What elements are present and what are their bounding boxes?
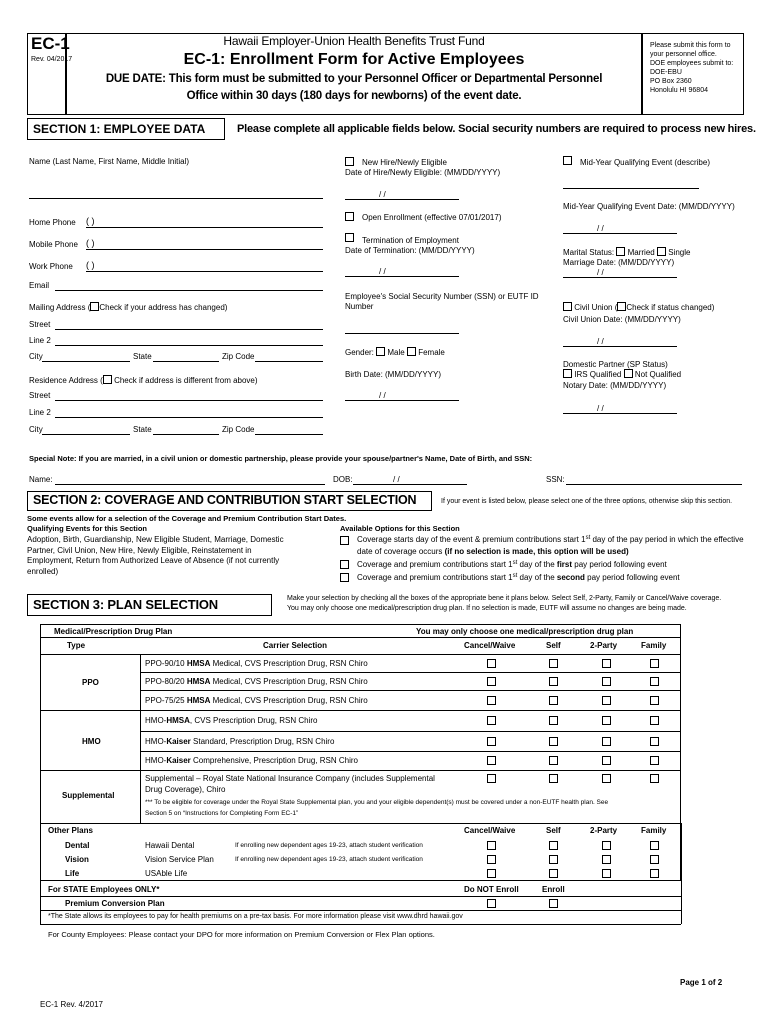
mailing-city-field[interactable] bbox=[42, 361, 130, 362]
qualifying-events-line: Employment, Return from Authorized Leave of Absence (if not currently bbox=[27, 556, 280, 565]
dental-carrier: Hawaii Dental bbox=[145, 841, 195, 850]
plan-ppo-8020-self-checkbox[interactable] bbox=[549, 677, 558, 686]
submit-info-line: DOE-EBU bbox=[650, 69, 682, 76]
residence-different-checkbox[interactable] bbox=[103, 375, 112, 384]
option2-text bbox=[357, 560, 667, 569]
plan-hmo-kaiser-comprehensive-family-checkbox[interactable] bbox=[650, 756, 659, 765]
col-cancel-waive: Cancel/Waive bbox=[464, 641, 516, 650]
plan-ppo-8020-b: HMSA bbox=[186, 677, 211, 686]
available-options-heading: Available Options for this Section bbox=[340, 524, 460, 533]
col-carrier: Carrier Selection bbox=[263, 641, 328, 650]
hire-date-field[interactable] bbox=[345, 199, 459, 200]
section3-note2: You may only choose one medical/prescription drug plan. If no selection is made, EUTF will assume no changes are being made. bbox=[287, 605, 687, 612]
other-col-cancel-waive: Cancel/Waive bbox=[464, 826, 516, 835]
plan-ppo-9010-cancel-waive-checkbox[interactable] bbox=[487, 659, 496, 668]
table-rule bbox=[140, 672, 681, 673]
plan-ppo-8020-2-party-checkbox[interactable] bbox=[602, 677, 611, 686]
marriage-date-field[interactable] bbox=[563, 277, 677, 278]
not-qualified-checkbox[interactable] bbox=[624, 369, 633, 378]
section2-intro: Some events allow for a selection of the Coverage and Premium Contribution Start Dates. bbox=[27, 514, 347, 523]
other-life-2-party-checkbox[interactable] bbox=[602, 869, 611, 878]
civil-status-changed-checkbox[interactable] bbox=[617, 302, 626, 311]
option1-text-d: (if no selection is made, this option will be used) bbox=[444, 547, 629, 556]
plan-hmo-kaiser-standard-2-party-checkbox[interactable] bbox=[602, 737, 611, 746]
civil-check-text: Check if status changed) bbox=[626, 303, 715, 312]
mailing-address-check-text: Check if your address has changed) bbox=[99, 303, 228, 312]
other-vision-cancel-waive-checkbox[interactable] bbox=[487, 855, 496, 864]
plan-hmo-kaiser-standard-self-checkbox[interactable] bbox=[549, 737, 558, 746]
work-phone-paren: ( ) bbox=[86, 260, 95, 270]
mailing-city-label: City bbox=[29, 352, 43, 361]
vision-type: Vision bbox=[65, 855, 89, 864]
table-rule bbox=[40, 710, 681, 711]
plan-hmo-hmsa-cancel-waive-checkbox[interactable] bbox=[487, 716, 496, 725]
spouse-dob-label: DOB: bbox=[333, 475, 353, 484]
midyear-checkbox[interactable] bbox=[563, 156, 572, 165]
termination-date-field[interactable] bbox=[345, 276, 459, 277]
submit-info-line: your personnel office. bbox=[650, 51, 717, 58]
irs-qualified-checkbox[interactable] bbox=[563, 369, 572, 378]
option3-text-a: Coverage and premium contributions start 1 bbox=[357, 573, 513, 582]
plan-ppo-8020-cancel-waive-checkbox[interactable] bbox=[487, 677, 496, 686]
option2-text-c: first bbox=[556, 560, 573, 569]
email-field[interactable] bbox=[55, 290, 323, 291]
other-life-family-checkbox[interactable] bbox=[650, 869, 659, 878]
single-label: Single bbox=[668, 248, 691, 257]
plan-ppo-9010-a: PPO-90/10 bbox=[145, 659, 187, 668]
vision-verification-note: If enrolling new dependent ages 19-23, attach student verification bbox=[235, 856, 423, 863]
plan-ppo-7525-cancel-waive-checkbox[interactable] bbox=[487, 696, 496, 705]
spouse-ssn-label: SSN: bbox=[546, 475, 565, 484]
irs-qualified-label: IRS Qualified bbox=[574, 370, 622, 379]
plan-ppo-9010-self-checkbox[interactable] bbox=[549, 659, 558, 668]
section2-title: SECTION 2: COVERAGE AND CONTRIBUTION START SELECTION bbox=[33, 493, 417, 507]
gender-row bbox=[345, 347, 445, 357]
civil-union-date-label: Civil Union Date: (MM/DD/YYYY) bbox=[563, 315, 681, 324]
footer-revision: EC-1 Rev. 4/2017 bbox=[40, 1000, 103, 1009]
other-plans-heading: Other Plans bbox=[48, 826, 93, 835]
plan-ppo-9010-c: Medical, CVS Prescription Drug, RSN Chiro bbox=[210, 659, 368, 668]
premium-conversion-label: Premium Conversion Plan bbox=[65, 899, 165, 908]
plan-supplemental-2-party-checkbox[interactable] bbox=[602, 774, 611, 783]
plan-hmo-hmsa-c: , CVS Prescription Drug, RSN Chiro bbox=[189, 716, 318, 725]
plan-hmo-kaiser-standard-cancel-waive-checkbox[interactable] bbox=[487, 737, 496, 746]
special-note: Special Note: If you are married, in a civil union or domestic partnership, please provide your spouse/partner's Name, Date of Birth, and SSN: bbox=[29, 454, 533, 463]
ssn-field[interactable] bbox=[345, 333, 459, 334]
plan-hmo-kaiser-standard-family-checkbox[interactable] bbox=[650, 737, 659, 746]
residence-street-label: Street bbox=[29, 391, 51, 400]
col-2-party: 2-Party bbox=[590, 641, 618, 650]
residence-zip-label: Zip Code bbox=[222, 425, 255, 434]
plan-ppo-8020-a: PPO-80/20 bbox=[145, 677, 187, 686]
page-number: Page 1 of 2 bbox=[680, 978, 723, 987]
civil-union-label: Civil Union ( bbox=[574, 303, 618, 312]
married-checkbox[interactable] bbox=[616, 247, 625, 256]
supplemental-note-line2: Section 5 on “Instructions for Completing Form EC-1” bbox=[145, 810, 299, 817]
spouse-dob-field[interactable] bbox=[353, 484, 467, 485]
section3-note1: Make your selection by checking all the boxes of the appropriate bene it plans below. Select Self, 2-Party, Family or Cancel/Waive coverage. bbox=[287, 595, 722, 602]
name-field[interactable] bbox=[29, 198, 323, 199]
option1-st: st bbox=[585, 535, 591, 541]
plan-supplemental-cancel-waive-checkbox[interactable] bbox=[487, 774, 496, 783]
table-rule bbox=[140, 731, 681, 732]
option3-checkbox[interactable] bbox=[340, 573, 349, 582]
midyear-date-label: Mid-Year Qualifying Event Date: (MM/DD/YYYY) bbox=[563, 202, 735, 211]
home-phone-paren: ( ) bbox=[86, 216, 95, 226]
table-rule bbox=[40, 924, 681, 925]
only-one-note: You may only choose one medical/prescription drug plan bbox=[416, 627, 634, 636]
col-type: Type bbox=[67, 641, 86, 650]
married-label: Married bbox=[627, 248, 655, 257]
option1-text-b: day of the pay period in which the effective bbox=[590, 535, 744, 544]
email-label: Email bbox=[29, 281, 50, 290]
submit-info bbox=[650, 41, 733, 95]
table-rule bbox=[40, 637, 681, 638]
residence-address-label bbox=[29, 375, 258, 385]
other-vision-2-party-checkbox[interactable] bbox=[602, 855, 611, 864]
dental-type: Dental bbox=[65, 841, 90, 850]
sp-status-row bbox=[563, 369, 681, 379]
plan-ppo-8020 bbox=[145, 677, 368, 686]
plan-hmo-kaiser-comprehensive-self-checkbox[interactable] bbox=[549, 756, 558, 765]
mobile-phone-paren: ( ) bbox=[86, 238, 95, 248]
due-date-line2: Office within 30 days (180 days for newborns) of the event date. bbox=[186, 90, 522, 102]
table-rule bbox=[40, 654, 681, 655]
mailing-state-label: State bbox=[133, 352, 152, 361]
notary-date-slashes: / / bbox=[597, 404, 604, 413]
residence-city-field[interactable] bbox=[42, 434, 130, 435]
spouse-ssn-field[interactable] bbox=[566, 484, 742, 485]
option1-text-c: date of coverage occurs bbox=[357, 547, 445, 556]
midyear-date-slashes: / / bbox=[597, 224, 604, 233]
not-qualified-label: Not Qualified bbox=[634, 370, 682, 379]
civil-union-checkbox[interactable] bbox=[563, 302, 572, 311]
plan-supplemental-line1: Supplemental – Royal State National Insurance Company (includes Supplemental bbox=[145, 774, 435, 783]
plan-ppo-8020-family-checkbox[interactable] bbox=[650, 677, 659, 686]
plan-ppo-8020-c: Medical, CVS Prescription Drug, RSN Chiro bbox=[210, 677, 368, 686]
other-col-self: Self bbox=[546, 826, 561, 835]
other-dental-self-checkbox[interactable] bbox=[549, 841, 558, 850]
hire-date-slashes: / / bbox=[379, 190, 386, 199]
form-code: EC-1 bbox=[31, 34, 70, 53]
open-enrollment-label: Open Enrollment (effective 07/01/2017) bbox=[362, 213, 502, 222]
option3-text-b: day of the bbox=[517, 573, 557, 582]
life-carrier: USAble Life bbox=[145, 869, 188, 878]
section1-title: SECTION 1: EMPLOYEE DATA bbox=[33, 122, 206, 136]
plan-hmo-kaiser-std-b: Kaiser bbox=[166, 737, 191, 746]
plan-hmo-hmsa-a: HMO- bbox=[145, 716, 167, 725]
state-premium-note: *The State allows its employees to pay for health premiums on a pre-tax basis. For more information please visit www.dhrd hawaii.gov bbox=[48, 913, 463, 920]
county-employees-note: For County Employees: Please contact your DPO for more information on Premium Conversion or Flex Plan options. bbox=[48, 930, 435, 939]
home-phone-label: Home Phone bbox=[29, 218, 76, 227]
ssn-label-line2: Number bbox=[345, 302, 374, 311]
birth-date-label: Birth Date: (MM/DD/YYYY) bbox=[345, 370, 442, 379]
qualifying-events-line: Adoption, Birth, Guardianship, New Eligible Student, Marriage, Domestic bbox=[27, 535, 284, 544]
other-dental-2-party-checkbox[interactable] bbox=[602, 841, 611, 850]
plan-supplemental-line2: Drug Coverage), Chiro bbox=[145, 785, 226, 794]
agency-name: Hawaii Employer-Union Health Benefits Trust Fund bbox=[223, 34, 485, 48]
type-supplemental: Supplemental bbox=[62, 791, 115, 800]
due-date-line1: DUE DATE: This form must be submitted to your Personnel Officer or Departmental Personnel bbox=[105, 73, 603, 85]
hire-date-label: Date of Hire/Newly Eligible: (MM/DD/YYYY) bbox=[345, 168, 501, 177]
qualifying-events-list bbox=[27, 535, 284, 577]
plan-hmo-hmsa-2-party-checkbox[interactable] bbox=[602, 716, 611, 725]
plan-hmo-kaiser-comprehensive bbox=[145, 756, 358, 765]
option3-text-d: pay period following event bbox=[584, 573, 680, 582]
residence-state-label: State bbox=[133, 425, 152, 434]
birth-date-field[interactable] bbox=[345, 400, 459, 401]
option2-text-a: Coverage and premium contributions start 1 bbox=[357, 560, 513, 569]
state-employees-only: For STATE Employees ONLY* bbox=[48, 885, 160, 894]
work-phone-label: Work Phone bbox=[29, 262, 73, 271]
domestic-partner-label: Domestic Partner (SP Status) bbox=[563, 360, 668, 369]
open-enrollment-checkbox[interactable] bbox=[345, 212, 354, 221]
midyear-describe-field[interactable] bbox=[563, 188, 699, 189]
submit-info-line: PO Box 2360 bbox=[650, 78, 692, 85]
plan-supplemental-self-checkbox[interactable] bbox=[549, 774, 558, 783]
plan-hmo-kaiser-comp-c: Comprehensive, Prescription Drug, RSN Chiro bbox=[190, 756, 358, 765]
option1-text-line2 bbox=[357, 547, 629, 556]
plan-hmo-hmsa-self-checkbox[interactable] bbox=[549, 716, 558, 725]
ssn-label-line1: Employee's Social Security Number (SSN) or EUTF ID bbox=[345, 292, 539, 301]
option3-text bbox=[357, 573, 680, 582]
mailing-zip-label: Zip Code bbox=[222, 352, 255, 361]
other-col-family: Family bbox=[641, 826, 667, 835]
termination-date-label: Date of Termination: (MM/DD/YYYY) bbox=[345, 246, 475, 255]
plan-ppo-7525-family-checkbox[interactable] bbox=[650, 696, 659, 705]
table-rule bbox=[140, 690, 681, 691]
plan-hmo-kaiser-comprehensive-cancel-waive-checkbox[interactable] bbox=[487, 756, 496, 765]
name-label: Name (Last Name, First Name, Middle Initial) bbox=[29, 157, 190, 166]
plan-hmo-hmsa-family-checkbox[interactable] bbox=[650, 716, 659, 725]
do-not-enroll-label: Do NOT Enroll bbox=[464, 885, 519, 894]
spouse-dob-slashes: / / bbox=[393, 475, 400, 484]
residence-address-text: Residence Address ( bbox=[29, 376, 103, 385]
mailing-address-changed-checkbox[interactable] bbox=[90, 302, 99, 311]
midyear-label: Mid-Year Qualifying Event (describe) bbox=[580, 158, 710, 167]
plan-hmo-kaiser-comprehensive-2-party-checkbox[interactable] bbox=[602, 756, 611, 765]
other-vision-self-checkbox[interactable] bbox=[549, 855, 558, 864]
civil-union-row bbox=[563, 302, 714, 312]
civil-union-date-field[interactable] bbox=[563, 346, 677, 347]
form-revision: Rev. 04/2017 bbox=[31, 56, 73, 63]
life-type: Life bbox=[65, 869, 80, 878]
plan-hmo-kaiser-std-c: Standard, Prescription Drug, RSN Chiro bbox=[190, 737, 335, 746]
male-label: Male bbox=[387, 348, 405, 357]
col-family: Family bbox=[641, 641, 667, 650]
plan-ppo-9010-family-checkbox[interactable] bbox=[650, 659, 659, 668]
section1-instruction: Please complete all applicable fields below. Social security numbers are required to process new hires. bbox=[237, 123, 756, 135]
male-checkbox[interactable] bbox=[376, 347, 385, 356]
option2-st: st bbox=[512, 560, 518, 566]
qualifying-events-line: Partner, Civil Union, New Hire, Newly Eligible, Reinstatement in bbox=[27, 545, 252, 555]
mailing-address-text: Mailing Address ( bbox=[29, 303, 91, 312]
mailing-zip-field[interactable] bbox=[255, 361, 323, 362]
other-life-cancel-waive-checkbox[interactable] bbox=[487, 869, 496, 878]
termination-date-slashes: / / bbox=[379, 267, 386, 276]
work-phone-field[interactable] bbox=[86, 271, 323, 272]
notary-date-label: Notary Date: (MM/DD/YYYY) bbox=[563, 381, 667, 390]
table-rule bbox=[140, 654, 141, 823]
enroll-label: Enroll bbox=[542, 885, 565, 894]
other-vision-family-checkbox[interactable] bbox=[650, 855, 659, 864]
gender-label: Gender: bbox=[345, 348, 374, 357]
notary-date-field[interactable] bbox=[563, 413, 677, 414]
submit-info-line: Honolulu HI 96804 bbox=[650, 87, 708, 94]
plan-ppo-9010-b: HMSA bbox=[186, 659, 211, 668]
other-dental-cancel-waive-checkbox[interactable] bbox=[487, 841, 496, 850]
female-checkbox[interactable] bbox=[407, 347, 416, 356]
new-hire-checkbox[interactable] bbox=[345, 157, 354, 166]
table-rule bbox=[40, 910, 681, 911]
plan-hmo-kaiser-standard bbox=[145, 737, 334, 746]
other-dental-family-checkbox[interactable] bbox=[650, 841, 659, 850]
residence-line2-field[interactable] bbox=[55, 417, 323, 418]
plan-ppo-7525-b: HMSA bbox=[186, 696, 211, 705]
mobile-phone-label: Mobile Phone bbox=[29, 240, 78, 249]
option3-text-c: second bbox=[556, 573, 585, 582]
mailing-line2-label: Line 2 bbox=[29, 336, 51, 345]
option2-text-d: pay period following event bbox=[572, 560, 667, 569]
section3-title: SECTION 3: PLAN SELECTION bbox=[33, 597, 218, 612]
plan-hmo-kaiser-std-a: HMO- bbox=[145, 737, 167, 746]
col-self: Self bbox=[546, 641, 561, 650]
plan-ppo-9010-2-party-checkbox[interactable] bbox=[602, 659, 611, 668]
table-rule bbox=[40, 896, 681, 897]
option1-checkbox[interactable] bbox=[340, 536, 349, 545]
plan-ppo-7525-2-party-checkbox[interactable] bbox=[602, 696, 611, 705]
marital-status-row bbox=[563, 247, 690, 257]
birth-date-slashes: / / bbox=[379, 391, 386, 400]
plan-hmo-kaiser-comp-a: HMO- bbox=[145, 756, 167, 765]
plan-ppo-7525-a: PPO-75/25 bbox=[145, 696, 187, 705]
mailing-street-field[interactable] bbox=[55, 329, 323, 330]
plan-hmo-hmsa bbox=[145, 716, 317, 725]
single-checkbox[interactable] bbox=[657, 247, 666, 256]
marriage-date-slashes: / / bbox=[597, 268, 604, 277]
option2-checkbox[interactable] bbox=[340, 560, 349, 569]
spouse-name-field[interactable] bbox=[55, 484, 325, 485]
plan-supplemental-family-checkbox[interactable] bbox=[650, 774, 659, 783]
vision-carrier: Vision Service Plan bbox=[145, 855, 214, 864]
residence-check-text: Check if address is different from above) bbox=[114, 376, 258, 385]
other-life-self-checkbox[interactable] bbox=[549, 869, 558, 878]
type-ppo: PPO bbox=[82, 678, 99, 687]
table-rule bbox=[40, 770, 681, 771]
submit-info-line: Please submit this form to bbox=[650, 42, 731, 49]
plan-hmo-kaiser-comp-b: Kaiser bbox=[166, 756, 191, 765]
residence-city-label: City bbox=[29, 425, 43, 434]
mailing-address-label bbox=[29, 302, 227, 312]
plan-hmo-hmsa-b: HMSA bbox=[166, 716, 190, 725]
submit-info-line: DOE employees submit to: bbox=[650, 60, 734, 67]
civil-union-date-slashes: / / bbox=[597, 337, 604, 346]
residence-state-field[interactable] bbox=[153, 434, 219, 435]
marriage-date-label: Marriage Date: (MM/DD/YYYY) bbox=[563, 258, 675, 267]
plan-ppo-7525-c: Medical, CVS Prescription Drug, RSN Chiro bbox=[210, 696, 368, 705]
plan-ppo-9010 bbox=[145, 659, 368, 668]
mailing-street-label: Street bbox=[29, 320, 51, 329]
marital-status-label: Marital Status: bbox=[563, 248, 615, 257]
home-phone-field[interactable] bbox=[86, 227, 323, 228]
residence-zip-field[interactable] bbox=[255, 434, 323, 435]
qualifying-events-heading: Qualifying Events for this Section bbox=[27, 524, 148, 533]
residence-line2-label: Line 2 bbox=[29, 408, 51, 417]
termination-checkbox[interactable] bbox=[345, 233, 354, 242]
spouse-name-label: Name: bbox=[29, 475, 53, 484]
mailing-line2-field[interactable] bbox=[55, 345, 323, 346]
premium-enroll-checkbox[interactable] bbox=[549, 899, 558, 908]
qualifying-events-line: enrolled) bbox=[27, 566, 59, 576]
option1-text-a: Coverage starts day of the event & premium contributions start 1 bbox=[357, 535, 586, 544]
plan-ppo-7525-self-checkbox[interactable] bbox=[549, 696, 558, 705]
premium-do-not-enroll-checkbox[interactable] bbox=[487, 899, 496, 908]
option3-st: st bbox=[512, 573, 518, 579]
section2-note: If your event is listed below, please select one of the three options, otherwise skip this section. bbox=[441, 498, 733, 505]
medical-plan-heading: Medical/Prescription Drug Plan bbox=[54, 627, 173, 636]
other-col-2-party: 2-Party bbox=[590, 826, 618, 835]
midyear-date-field[interactable] bbox=[563, 233, 677, 234]
table-rule bbox=[40, 823, 681, 824]
table-rule bbox=[681, 823, 682, 924]
mobile-phone-field[interactable] bbox=[86, 249, 323, 250]
residence-street-field[interactable] bbox=[55, 400, 323, 401]
option1-text bbox=[357, 535, 744, 544]
new-hire-label: New Hire/Newly Eligible bbox=[362, 158, 447, 167]
supplemental-note-line1: *** To be eligible for coverage under the Royal State Supplemental plan, you and your eligible dependent(s) must be covered under a non-EUTF health plan. See bbox=[145, 799, 609, 806]
type-hmo: HMO bbox=[82, 737, 101, 746]
termination-label: Termination of Employment bbox=[362, 236, 459, 245]
table-rule bbox=[40, 823, 41, 924]
option2-text-b: day of the bbox=[517, 560, 557, 569]
female-label: Female bbox=[418, 348, 445, 357]
plan-ppo-7525 bbox=[145, 696, 368, 705]
mailing-state-field[interactable] bbox=[153, 361, 219, 362]
form-title: EC-1: Enrollment Form for Active Employees bbox=[183, 51, 525, 68]
table-rule bbox=[140, 751, 681, 752]
dental-verification-note: If enrolling new dependent ages 19-23, attach student verification bbox=[235, 842, 423, 849]
